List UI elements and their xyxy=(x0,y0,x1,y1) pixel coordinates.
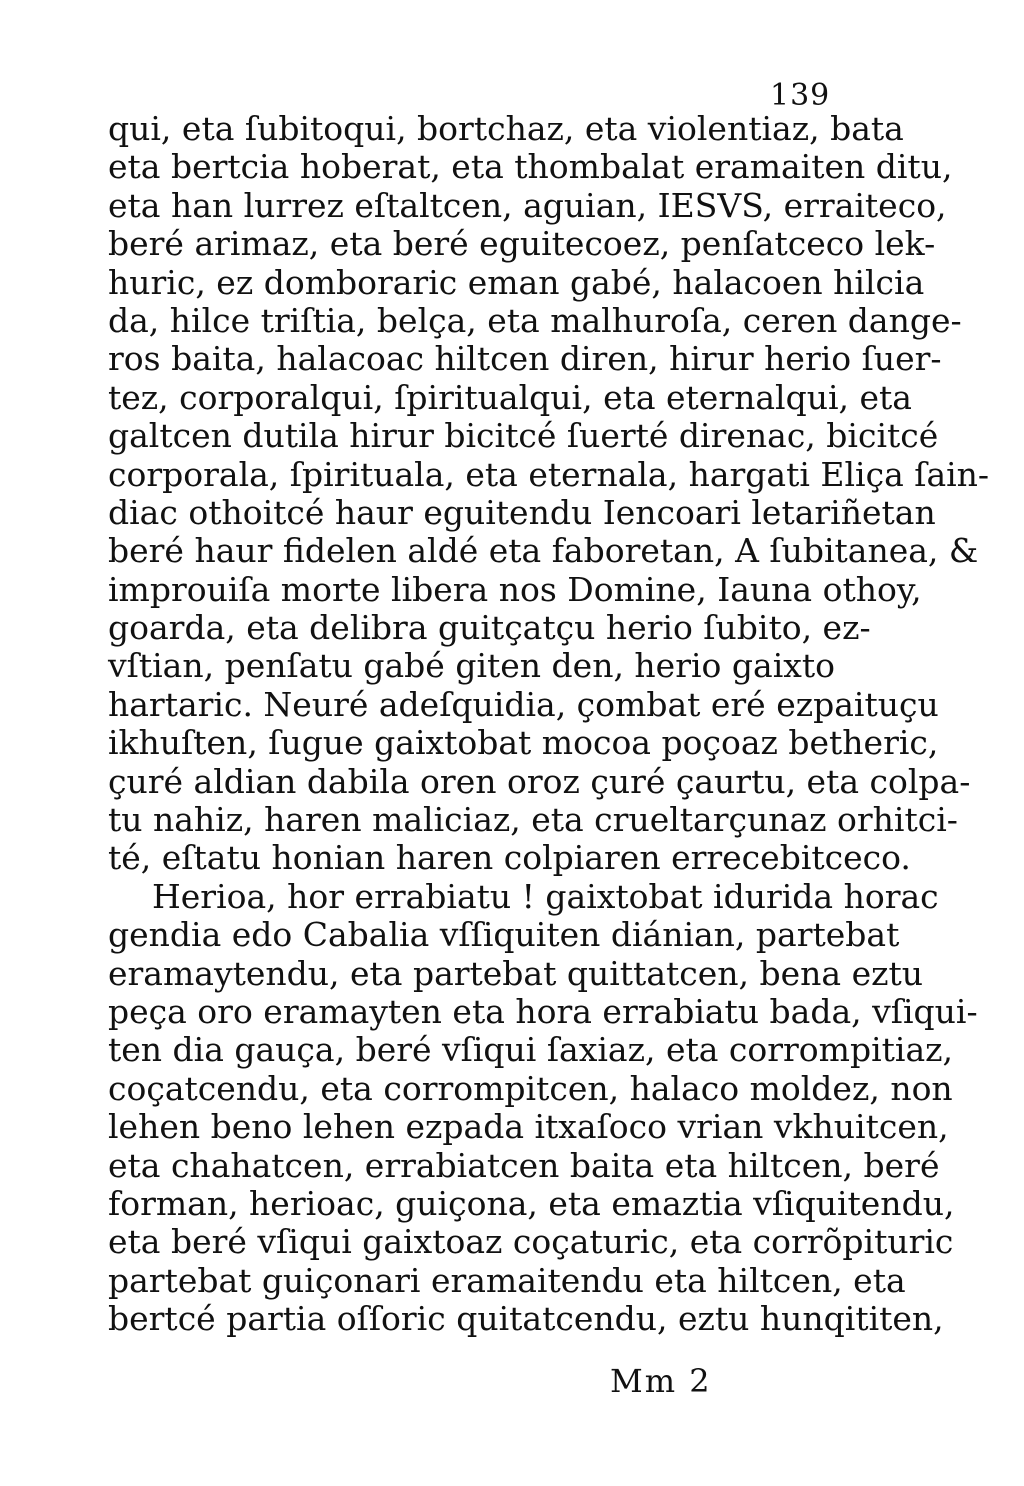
text-line: bertcé partia oſſoric quitatcendu, eztu hunqititen, xyxy=(108,1299,944,1339)
text-line: eta chahatcen, errabiatcen baita eta hiltcen, beré xyxy=(108,1145,940,1185)
text-line: gendia edo Cabalia vſſiquiten diánian, partebat xyxy=(108,915,900,955)
text-line: eta bertcia hoberat, eta thombalat eramaiten ditu, xyxy=(108,147,953,187)
page-number: 139 xyxy=(770,78,831,113)
body-text xyxy=(108,109,990,1339)
paragraph-start-line: Herioa, hor errabiatu ! gaixtobat idurida horac xyxy=(152,876,939,916)
text-line: eramaytendu, eta partebat quittatcen, bena eztu xyxy=(108,953,923,993)
text-line: eta han lurrez eſtaltcen, aguian, IESVS, erraiteco, xyxy=(108,185,947,225)
text-line: vſtian, penſatu gabé giten den, herio gaixto xyxy=(108,646,835,686)
text-line: beré haur fidelen aldé eta faboretan, A ſubitanea, & xyxy=(108,531,979,571)
text-line: diac othoitcé haur eguitendu Iencoari letariñetan xyxy=(108,492,936,532)
text-line: hartaric. Neuré adeſquidia, çombat eré ezpaituçu xyxy=(108,684,939,724)
text-line: huric, ez domboraric eman gabé, halacoen hilcia xyxy=(108,262,925,302)
signature-mark: Mm 2 xyxy=(610,1362,712,1400)
text-line: ros baita, halacoac hiltcen diren, hirur herio ſuer- xyxy=(108,339,942,379)
text-line: ten dia gauça, beré vſiqui ſaxiaz, eta corrompitiaz, xyxy=(108,1030,953,1070)
text-line: corporala, ſpirituala, eta eternala, hargati Eliça ſain- xyxy=(108,454,990,494)
text-line: eta beré vſiqui gaixtoaz coçaturic, eta corrõpituric xyxy=(108,1222,954,1262)
text-line: forman, herioac, guiçona, eta emaztia vſiquitendu, xyxy=(108,1183,955,1223)
text-line: beré arimaz, eta beré eguitecoez, penſatceco lek- xyxy=(108,224,936,264)
text-line: galtcen dutila hirur bicitcé ſuerté direnac, bicitcé xyxy=(108,416,939,456)
text-line: çuré aldian dabila oren oroz çuré çaurtu, eta colpa- xyxy=(108,761,971,801)
text-line: improuiſa morte libera nos Domine, Iauna othoy, xyxy=(108,569,922,609)
text-line: lehen beno lehen ezpada itxaſoco vrian vkhuitcen, xyxy=(108,1107,949,1147)
text-line: peça oro eramayten eta hora errabiatu bada, vſiqui- xyxy=(108,991,978,1031)
text-line: da, hilce triſtia, belça, eta malhuroſa, ceren dange- xyxy=(108,300,962,340)
text-line: tu nahiz, haren maliciaz, eta crueltarçunaz orhitci- xyxy=(108,800,958,840)
text-line: tez, corporalqui, ſpiritualqui, eta eternalqui, eta xyxy=(108,377,912,417)
text-line: goarda, eta delibra guitçatçu herio ſubito, ez- xyxy=(108,608,871,648)
text-line: partebat guiçonari eramaitendu eta hiltcen, eta xyxy=(108,1260,906,1300)
text-line: té, eſtatu honian haren colpiaren errecebitceco. xyxy=(108,838,911,878)
text-line: ikhuſten, ſugue gaixtobat mocoa poçoaz betheric, xyxy=(108,723,939,763)
text-line: qui, eta ſubitoqui, bortchaz, eta violentiaz, bata xyxy=(108,109,904,148)
text-line: coçatcendu, eta corrompitcen, halaco moldez, non xyxy=(108,1068,953,1108)
